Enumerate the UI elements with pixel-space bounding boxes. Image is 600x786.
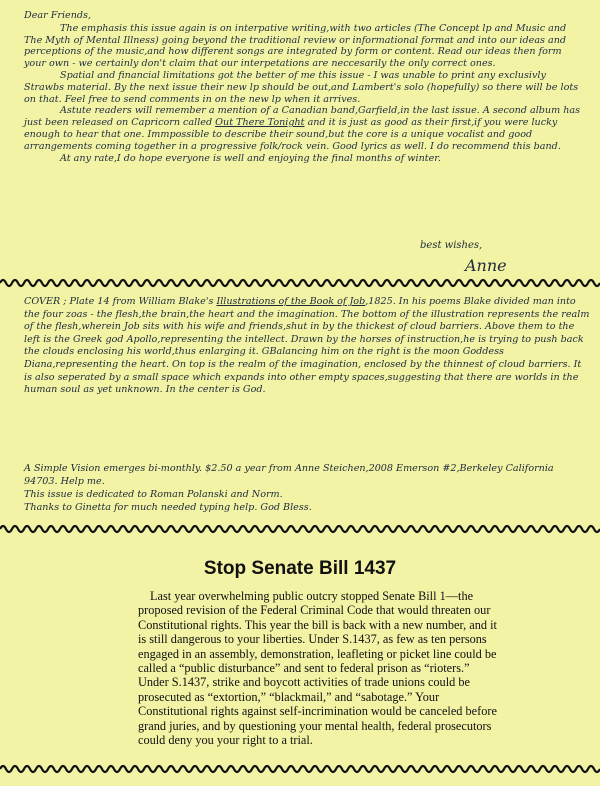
book-title: Illustrations of the Book of Job (216, 296, 366, 307)
thanks-line: Thanks to Ginetta for much needed typing help. God Bless. (24, 502, 312, 513)
article-paragraph: Last year overwhelming public outcry stopped Senate Bill 1—the proposed revision of the Federal Criminal Code that would threaten our Constitutional rights. This year the bill is back with a new number, and it is still dangerous to your liberties. Under S.1437, as few as ten persons engaged in an assembly, demonstration, leafleting or picket line could be called a “public disturbance” and sent to federal prison as “rioters.” Under S.1437, strike and boycott activities of trade unions could be prosecuted as “extortion,” “blackmail,” and “sabotage.” Your Constitutional rights against self-incrimination would be canceled before grand juries, and by questioning your mental health, federal prosecutors could deny you your right to a trial. (138, 589, 497, 748)
signature: Anne (465, 256, 507, 275)
editor-letter (24, 10, 586, 164)
letter-p3-end: and it is just as good as their first,if you were lucky enough to hear that one. Immpossible to describe their sound,but the core is a unique vocalist and good arrangements coming together in a progressive folk/rock vein. Good lyrics as well. I do recommend this band. (24, 117, 561, 152)
album-title: Out There Tonight (215, 117, 305, 129)
dedication-line: This issue is dedicated to Roman Polanski and Norm. (24, 489, 283, 500)
wave-divider-1 (0, 276, 600, 290)
letter-paragraph-2: Spatial and financial limitations got the better of me this issue - I was unable to print any exclusivly Strawbs material. By the next issue their new lp should be out,and Lambert's solo (hopefully) so there will be lots on that. Feel free to send comments in on the new lp when it arrives. (24, 69, 579, 105)
salutation: Dear Friends, (24, 10, 92, 21)
closing: best wishes, (420, 240, 483, 251)
article-body (138, 589, 498, 747)
wave-divider-2 (0, 522, 600, 536)
cover-description (24, 296, 590, 397)
subscription-note: A Simple Vision emerges bi-monthly. $2.50 a year from Anne Steichen,2008 Emerson #2,Berkeley California 94703. Help me. (24, 463, 554, 487)
wave-divider-3 (0, 762, 600, 776)
article-headline: Stop Senate Bill 1437 (203, 558, 397, 579)
letter-paragraph-3 (24, 105, 586, 152)
letter-paragraph-4: At any rate,I do hope everyone is well and enjoying the final months of winter. (60, 152, 441, 164)
cover-text: ,1825. In his poems Blake divided man into the four zoas - the flesh,the brain,the heart and the imagination. The bottom of the illustration represents the realm of the flesh,wherein Job sits with his wife and friends,shut in by the thickest of cloud barriers. Above them to the left is the Greek god Apollo,representing the intellect. Drawn by the horses of instruction,he is trying to push back the clouds enclosing his world,thus enlarging it. GBalancing him on the right is the moon Goddess Diana,representing the heart. On top is the realm of the imagination, enclosed by the thinnest of cloud barriers. It is also seperated by a small space which expands into other empty spaces,suggesting that there are worlds in the human soul as yet unknown. In the center is God. (24, 296, 590, 396)
letter-paragraph-1: The emphasis this issue again is on interpative writing,with two articles (The Concept lp and Music and The Myth of Mental Illness) going beyond the traditional review or informational format and into our ideas and perceptions of the music,and how different songs are integrated by form or content. Read our ideas then form your own - we certainly don't claim that our interpetations are neccesarily the only correct ones. (24, 22, 567, 70)
cover-lead: COVER ; Plate 14 from William Blake's (24, 296, 217, 307)
dedication (24, 488, 584, 514)
letter-p3-start: Astute readers will remember a mention of a Canadian band,Garfield,in the last issue. A second album has just been released on Capricorn called (24, 105, 581, 129)
